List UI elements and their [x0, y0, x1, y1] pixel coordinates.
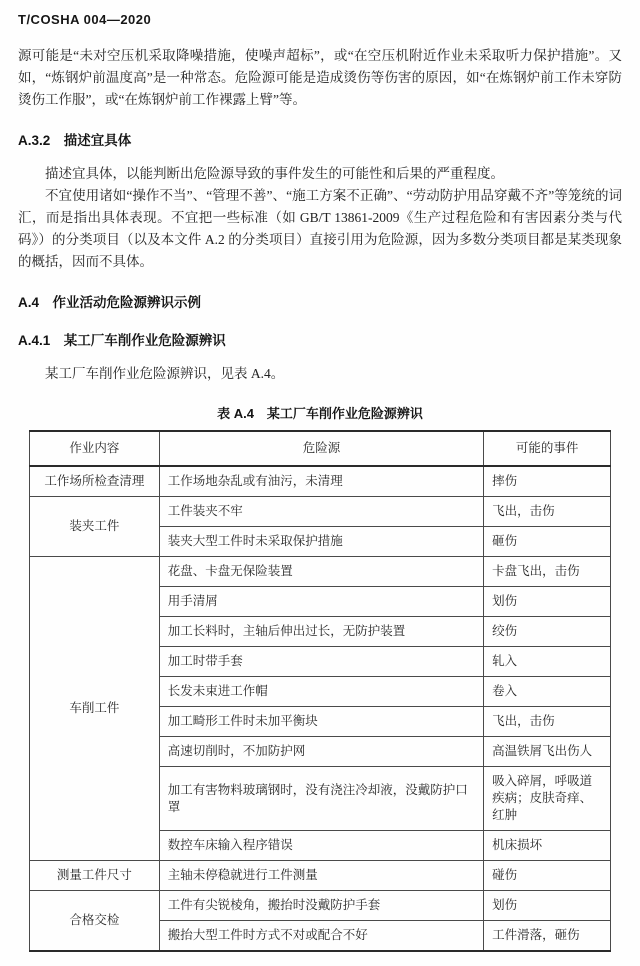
event-cell: 卡盘飞出，击伤: [484, 557, 611, 587]
table-header: [30, 431, 611, 466]
table-row: [30, 497, 611, 527]
event-cell: 飞出，击伤: [484, 707, 611, 737]
event-cell: 吸入碎屑，呼吸道疾病；皮肤奇痒、红肿: [484, 767, 611, 831]
event-cell: 摔伤: [484, 466, 611, 497]
column-header-activity: 作业内容: [30, 431, 160, 466]
activity-cell: 装夹工件: [30, 497, 160, 557]
hazard-identification-table: [29, 430, 611, 952]
column-header-hazard: 危险源: [159, 431, 483, 466]
hazard-cell: 加工畸形工件时未加平衡块: [159, 707, 483, 737]
hazard-cell: 装夹大型工件时未采取保护措施: [159, 527, 483, 557]
event-cell: 轧入: [484, 647, 611, 677]
event-cell: 卷入: [484, 677, 611, 707]
hazard-cell: 主轴未停稳就进行工件测量: [159, 861, 483, 891]
hazard-cell: 工件有尖锐棱角，搬抬时没戴防护手套: [159, 891, 483, 921]
event-cell: 飞出，击伤: [484, 497, 611, 527]
hazard-cell: 花盘、卡盘无保险装置: [159, 557, 483, 587]
activity-cell: 合格交检: [30, 891, 160, 952]
hazard-cell: 工作场地杂乱或有油污，未清理: [159, 466, 483, 497]
event-cell: 机床损坏: [484, 831, 611, 861]
table-row: [30, 891, 611, 921]
hazard-cell: 加工长料时，主轴后伸出过长，无防护装置: [159, 617, 483, 647]
activity-cell: 车削工件: [30, 557, 160, 861]
heading-a-4: A.4 作业活动危险源辨识示例: [18, 295, 202, 310]
heading-a-3-2: A.3.2 描述宜具体: [18, 133, 132, 148]
hazard-cell: 长发未束进工作帽: [159, 677, 483, 707]
event-cell: 工件滑落，砸伤: [484, 921, 611, 952]
hazard-cell: 工件装夹不牢: [159, 497, 483, 527]
paragraph-a32-2: 不宜使用诸如“操作不当”、“管理不善”、“施工方案不正确”、“劳动防护用品穿戴不齐”等笼统的词汇，而是指出具体表现。不宜把一些标准（如 GB/T 13861-2009《生产过程危险和有害因素分类与代码》）的分类项目（以及本文件 A.2 的分类项目）直接引用为危险源，因为多数分类项目都是某类现象的概括，因而不具体。: [18, 188, 622, 269]
hazard-cell: 数控车床输入程序错误: [159, 831, 483, 861]
hazard-cell: 搬抬大型工件时方式不对或配合不好: [159, 921, 483, 952]
event-cell: 碰伤: [484, 861, 611, 891]
event-cell: 划伤: [484, 891, 611, 921]
paragraph-a41-1: 某工厂车削作业危险源辨识，见表 A.4。: [45, 366, 285, 381]
table-body: [30, 466, 611, 951]
table-row: [30, 861, 611, 891]
column-header-event: 可能的事件: [484, 431, 611, 466]
event-cell: 砸伤: [484, 527, 611, 557]
hazard-cell: 加工有害物料玻璃钢时，没有浇注冷却液，没戴防护口罩: [159, 767, 483, 831]
paragraph-intro-continuation: 源可能是“未对空压机采取降噪措施，使噪声超标”，或“在空压机附近作业未采取听力保护措施”。又如，“炼钢炉前温度高”是一种常态。危险源可能是造成烫伤等伤害的原因，如“在炼钢炉前工作未穿防烫伤工作服”，或“在炼钢炉前工作裸露上臂”等。: [18, 48, 622, 107]
table-row: [30, 557, 611, 587]
paragraph-a32-1: 描述宜具体，以能判断出危险源导致的事件发生的可能性和后果的严重程度。: [45, 166, 504, 181]
document-number: T/COSHA 004—2020: [18, 12, 152, 27]
table-caption: 表 A.4 某工厂车削作业危险源辨识: [217, 406, 423, 421]
table-header-row: [30, 431, 611, 466]
activity-cell: 工作场所检查清理: [30, 466, 160, 497]
heading-a-4-1: A.4.1 某工厂车削作业危险源辨识: [18, 333, 226, 348]
event-cell: 划伤: [484, 587, 611, 617]
hazard-cell: 加工时带手套: [159, 647, 483, 677]
event-cell: 高温铁屑飞出伤人: [484, 737, 611, 767]
hazard-cell: 用手清屑: [159, 587, 483, 617]
activity-cell: 测量工件尺寸: [30, 861, 160, 891]
event-cell: 绞伤: [484, 617, 611, 647]
table-row: [30, 466, 611, 497]
hazard-cell: 高速切削时，不加防护网: [159, 737, 483, 767]
